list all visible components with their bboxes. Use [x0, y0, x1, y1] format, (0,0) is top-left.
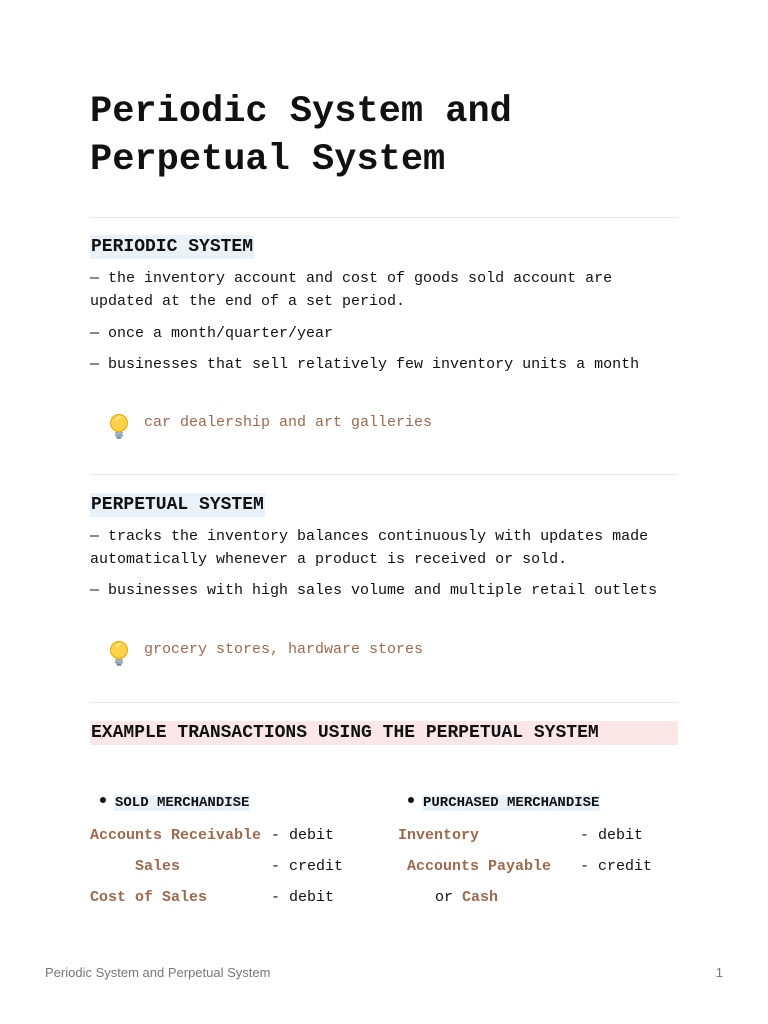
purchased-or-label: or: [435, 889, 454, 906]
sold-account-1: Accounts Receivable: [90, 827, 262, 844]
purchased-entry-1: - debit: [580, 827, 644, 844]
purchased-account-3: Cash: [462, 889, 499, 906]
perpetual-heading: PERPETUAL SYSTEM: [91, 495, 264, 515]
sold-entry-2: - credit: [271, 858, 344, 875]
divider: [90, 217, 678, 218]
divider: [90, 474, 678, 475]
purchased-account-2: Accounts Payable: [407, 858, 552, 875]
divider: [90, 702, 678, 703]
purchased-account-1: Inventory: [398, 827, 480, 844]
purchased-merchandise-heading: [408, 793, 600, 813]
purchased-entry-2: - credit: [580, 858, 653, 875]
examples-heading: EXAMPLE TRANSACTIONS USING THE PERPETUAL SYSTEM: [90, 721, 678, 745]
perpetual-callout: [104, 638, 674, 668]
periodic-line-1: — the inventory account and cost of goods sold account are updated at the end of a set period.: [90, 270, 613, 310]
lightbulb-icon: [104, 638, 134, 668]
periodic-line-2: — once a month/quarter/year: [90, 325, 334, 342]
sold-merchandise-heading: [100, 793, 250, 813]
periodic-heading: PERIODIC SYSTEM: [91, 237, 254, 257]
perpetual-line-2: — businesses with high sales volume and multiple retail outlets: [90, 582, 658, 599]
sold-merchandise-label: SOLD MERCHANDISE: [115, 795, 250, 811]
periodic-line-3: — businesses that sell relatively few inventory units a month: [90, 356, 640, 373]
lightbulb-icon: [104, 411, 134, 441]
footer-title: Periodic System and Perpetual System: [45, 965, 271, 980]
sold-entry-3: - debit: [271, 889, 335, 906]
perpetual-callout-text: grocery stores, hardware stores: [144, 641, 424, 658]
purchased-merchandise-label: PURCHASED MERCHANDISE: [423, 795, 600, 811]
page-title: Periodic System and Perpetual System: [90, 91, 512, 181]
sold-account-3: Cost of Sales: [90, 889, 208, 906]
bullet-icon: [100, 797, 106, 803]
periodic-callout: [104, 411, 674, 441]
sold-account-2: Sales: [135, 858, 181, 875]
bullet-icon: [408, 797, 414, 803]
perpetual-line-1: — tracks the inventory balances continuously with updates made automatically whenever a product is received or sold.: [90, 528, 649, 568]
sold-entry-1: - debit: [271, 827, 335, 844]
footer-page-number: 1: [715, 965, 723, 980]
periodic-callout-text: car dealership and art galleries: [144, 414, 433, 431]
